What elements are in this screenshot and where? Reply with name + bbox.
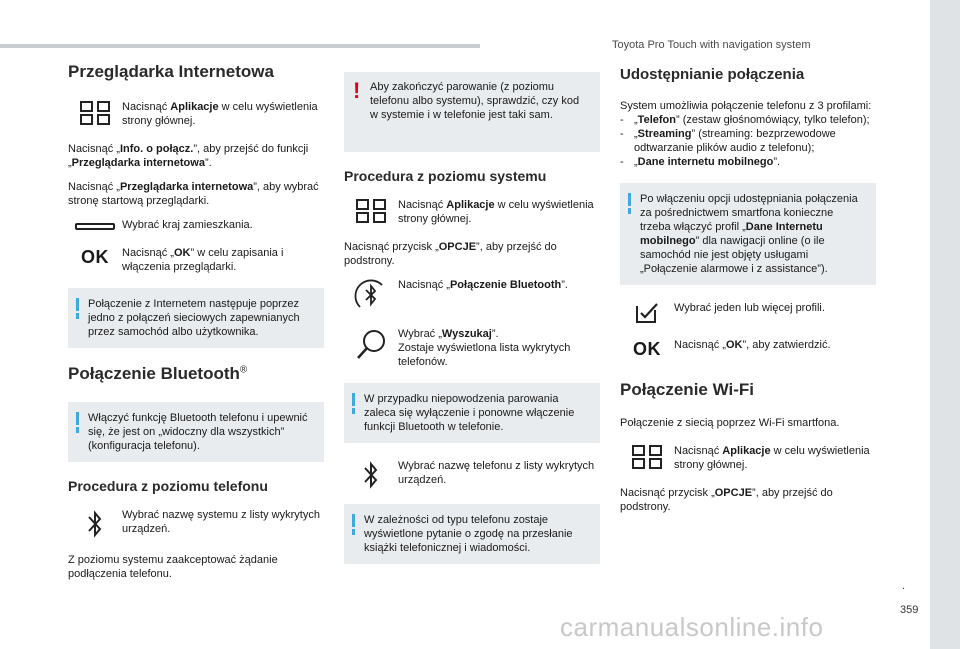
step-text: Nacisnąć Aplikacje w celu wyświetlenia strony głównej.	[398, 199, 594, 225]
step-text: Nacisnąć „OK” w celu zapisania i włączenia przeglądarki.	[122, 247, 284, 273]
step-search	[344, 327, 600, 369]
list-item: - „Telefon” (zestaw głośnomówiący, tylko telefon);	[620, 114, 870, 126]
step-text: Wybrać nazwę systemu z listy wykrytych urządzeń.	[122, 509, 320, 535]
info-note: W zależności od typu telefonu zostaje wyświetlone pytanie o zgodę na przesłanie książki telefonicznej i wiadomości.	[344, 504, 600, 564]
step-ok	[68, 246, 324, 274]
apps-grid-icon	[344, 198, 398, 223]
step-text: Nacisnąć „OK”, aby zatwierdzić.	[674, 339, 831, 351]
step-text: Nacisnąć Aplikacje w celu wyświetlenia strony głównej.	[674, 445, 870, 471]
list-item: - „Streaming” (streaming: bezprzewodowe odtwarzanie plików audio z telefonu);	[620, 128, 836, 154]
info-note: Połączenie z Internetem następuje poprzez jedno z połączeń sieciowych zapewnianych przez samochód albo użytkownika.	[68, 288, 324, 348]
paragraph: Nacisnąć „Info. o połącz.”, aby przejść do funkcji „Przeglądarka internetowa”.	[68, 143, 309, 169]
step-apps	[68, 100, 324, 128]
column-3	[620, 66, 876, 524]
profile-list	[620, 113, 876, 169]
step-select-phone	[344, 459, 600, 490]
heading-sharing: Udostępnianie połączenia	[620, 66, 805, 83]
ok-icon: OK	[633, 339, 661, 359]
paragraph: Nacisnąć przycisk „OPCJE”, aby przejść do podstrony.	[344, 241, 557, 267]
step-ok	[620, 338, 876, 360]
step-select-profiles	[620, 301, 876, 324]
column-1	[68, 62, 324, 591]
side-strip	[930, 0, 960, 649]
info-note: Włączyć funkcję Bluetooth telefonu i upewnić się, że jest on „widoczny dla wszystkich” (konfiguracja telefonu).	[68, 402, 324, 462]
keyboard-bar-icon	[68, 218, 122, 230]
step-text: Wybrać jeden lub więcej profili.	[674, 302, 825, 314]
bluetooth-circle-icon	[344, 278, 398, 313]
paragraph: System umożliwia połączenie telefonu z 3 profilami:	[620, 100, 872, 112]
heading-wifi: Połączenie Wi-Fi	[620, 380, 754, 399]
checkbox-icon	[620, 301, 674, 324]
list-item: - „Dane internetu mobilnego”.	[620, 156, 781, 168]
info-note: Po włączeniu opcji udostępniania połączenia za pośrednictwem smartfona konieczne trzeba włączyć profil „Dane Internetu mobilnego” dla nawigacji online (o ile samochód nie jest objęty usługami „Połączenie alarmowe i z assistance”).	[620, 183, 876, 285]
paragraph: Z poziomu systemu zaakceptować żądanie podłączenia telefonu.	[68, 554, 278, 580]
warning-note: ! Aby zakończyć parowanie (z poziomu telefonu albo systemu), sprawdzić, czy kod w systemie i w telefonie jest taki sam.	[344, 72, 600, 152]
apps-grid-icon	[620, 444, 674, 469]
ok-icon: OK	[81, 247, 109, 267]
step-text: Wybrać kraj zamieszkania.	[122, 219, 253, 231]
heading-system-procedure: Procedura z poziomu systemu	[344, 168, 547, 184]
step-text: Wybrać „Wyszukaj”. Zostaje wyświetlona lista wykrytych telefonów.	[398, 328, 571, 368]
heading-browser: Przeglądarka Internetowa	[68, 62, 274, 81]
apps-grid-icon	[68, 100, 122, 125]
step-text: Nacisnąć „Połączenie Bluetooth”.	[398, 279, 568, 291]
page-number: 359	[900, 604, 919, 616]
search-icon	[344, 327, 398, 362]
step-apps	[344, 198, 600, 226]
bluetooth-icon	[344, 459, 398, 490]
column-2	[344, 72, 600, 580]
step-text: Nacisnąć Aplikacje w celu wyświetlenia strony głównej.	[122, 101, 318, 127]
heading-phone-procedure: Procedura z poziomu telefonu	[68, 478, 268, 494]
step-select-system	[68, 508, 324, 539]
step-apps	[620, 444, 876, 472]
watermark: carmanualsonline.info	[560, 612, 824, 642]
heading-bluetooth: Połączenie Bluetooth®	[68, 364, 248, 383]
header-rule	[0, 44, 480, 48]
paragraph: Połączenie z siecią poprzez Wi-Fi smartfona.	[620, 417, 840, 429]
step-bt-connection	[344, 278, 600, 313]
paragraph: Nacisnąć przycisk „OPCJE”, aby przejść do podstrony.	[620, 487, 833, 513]
paragraph: Nacisnąć „Przeglądarka internetowa”, aby wybrać stronę startową przeglądarki.	[68, 181, 319, 207]
info-note: W przypadku niepowodzenia parowania zaleca się wyłączenie i ponowne włączenie funkcji Bluetooth w telefonie.	[344, 383, 600, 443]
bluetooth-icon	[68, 508, 122, 539]
header-title: Toyota Pro Touch with navigation system	[612, 39, 811, 51]
step-country	[68, 218, 324, 232]
step-text: Wybrać nazwę telefonu z listy wykrytych urządzeń.	[398, 460, 595, 486]
page-dot: .	[902, 580, 906, 592]
